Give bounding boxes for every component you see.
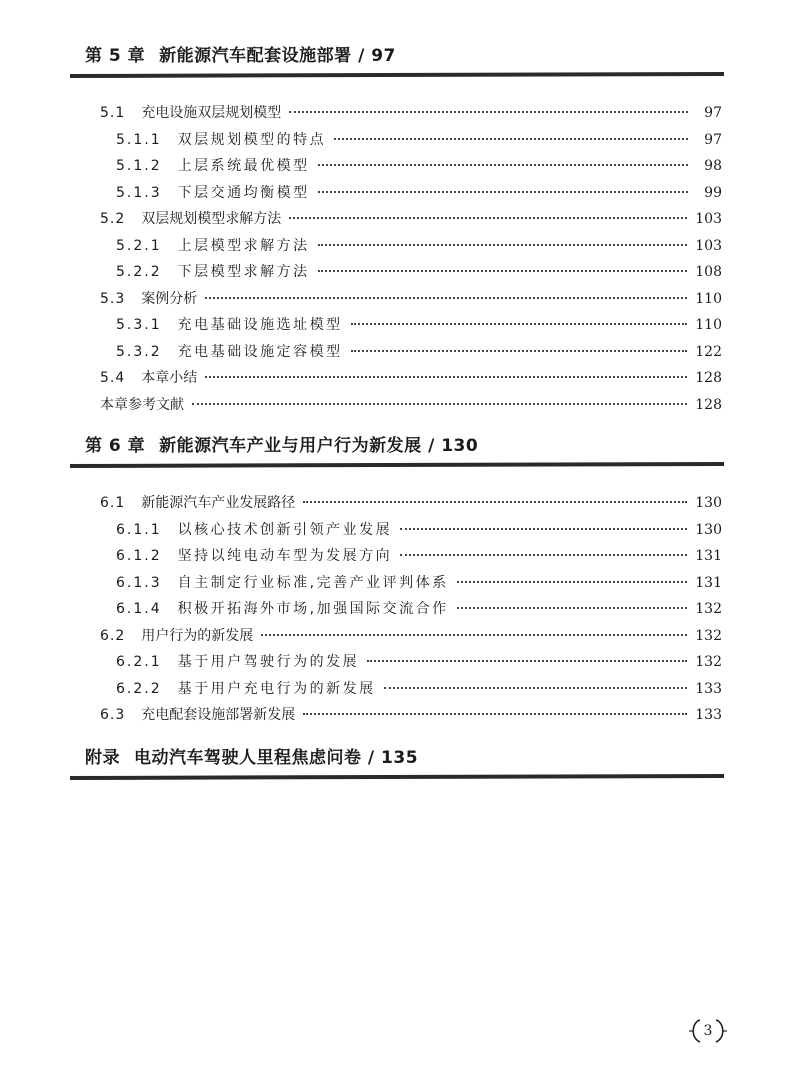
chapter-number: 第 6 章 (85, 436, 146, 456)
chapter-number: 第 5 章 (85, 46, 146, 66)
dot-leader (334, 138, 688, 140)
section-number: 5.2.2 (116, 264, 162, 280)
page-number: 130 (695, 521, 722, 538)
page-number: 103 (695, 237, 722, 254)
chapter-rule (70, 72, 722, 78)
dot-leader (400, 528, 687, 530)
section-title: 本章小结 (141, 370, 198, 386)
section-number: 6.1.1 (116, 521, 162, 538)
toc-entry[interactable] (82, 704, 722, 731)
chapter-title: 新能源汽车产业与用户行为新发展 / 130 (159, 436, 479, 456)
toc-entry[interactable] (82, 235, 722, 262)
dot-leader (205, 297, 687, 299)
page-number: 98 (704, 158, 722, 174)
chapter-rule (70, 774, 722, 780)
section-title: 基于用户充电行为的新发展 (177, 680, 376, 697)
page-number: 132 (695, 654, 722, 670)
page-folio-number: 3 (703, 1023, 713, 1039)
section-number: 6.2.2 (116, 680, 162, 697)
folio (688, 1016, 728, 1046)
toc-entry[interactable] (82, 678, 722, 705)
chapter-heading (82, 434, 722, 458)
dot-leader (318, 270, 688, 272)
toc-entry[interactable] (82, 208, 722, 235)
dot-leader (318, 164, 688, 166)
section-number: 5.3.2 (116, 343, 162, 360)
chapter-title: 电动汽车驾驶人里程焦虑问卷 / 135 (134, 748, 419, 768)
chapter-rule (70, 462, 722, 468)
toc-entry[interactable] (82, 545, 722, 572)
section-number: 6.1.3 (116, 574, 162, 591)
dot-leader (303, 501, 687, 503)
section-number: 5.1 (100, 105, 126, 121)
toc-entry[interactable] (82, 572, 722, 599)
chapter-title: 新能源汽车配套设施部署 / 97 (159, 46, 396, 66)
dot-leader (261, 634, 687, 636)
section-title: 双层规划模型的特点 (177, 131, 327, 148)
page-number: 110 (695, 317, 722, 333)
section-number: 6.1.4 (116, 601, 162, 617)
toc-entry[interactable] (82, 155, 722, 182)
toc-entry[interactable] (82, 341, 722, 368)
dot-leader (457, 607, 688, 609)
page-number: 131 (695, 548, 722, 564)
section-number: 5.2 (100, 211, 126, 227)
dot-leader (289, 111, 688, 113)
page-number: 132 (695, 627, 722, 644)
section-title: 新能源汽车产业发展路径 (141, 495, 296, 511)
dot-leader (289, 217, 687, 219)
toc-entry[interactable] (82, 367, 722, 394)
appendix (82, 746, 722, 780)
page-number: 132 (695, 601, 722, 617)
section-number: 5.1.2 (116, 158, 162, 174)
dot-leader (351, 323, 688, 325)
section-number: 6.3 (100, 707, 126, 723)
section-title: 积极开拓海外市场,加强国际交流合作 (177, 601, 449, 617)
toc-entry[interactable] (82, 492, 722, 519)
section-number: 6.2.1 (116, 654, 162, 670)
section-title: 用户行为的新发展 (141, 627, 254, 644)
section-title: 充电基础设施定容模型 (177, 343, 343, 360)
chapter-heading (82, 44, 722, 68)
section-title: 基于用户驾驶行为的发展 (177, 654, 360, 670)
page-number: 99 (704, 184, 722, 201)
dot-leader (303, 713, 687, 715)
dot-leader (351, 350, 688, 352)
toc-entry[interactable] (82, 625, 722, 652)
dot-leader (457, 581, 688, 583)
chapter-heading (82, 746, 722, 770)
page-number: 97 (704, 105, 722, 121)
section-title: 下层交通均衡模型 (177, 184, 310, 201)
page-number: 97 (704, 131, 722, 148)
section-title: 上层系统最优模型 (177, 158, 310, 174)
page-number: 122 (695, 343, 722, 360)
toc-entry[interactable] (82, 182, 722, 209)
toc-entry[interactable] (82, 394, 722, 421)
page-number: 133 (695, 680, 722, 697)
page-number: 110 (695, 290, 722, 307)
toc-entry[interactable] (82, 288, 722, 315)
page-number: 108 (695, 264, 722, 280)
dot-leader (192, 403, 687, 405)
section-title: 案例分析 (141, 290, 198, 307)
section-title: 下层模型求解方法 (177, 264, 310, 280)
dot-leader (384, 687, 688, 689)
page-number: 130 (695, 495, 722, 511)
dot-leader (318, 244, 688, 246)
section-number: 6.1 (100, 495, 126, 511)
chapter-6 (82, 434, 722, 731)
dot-leader (400, 554, 687, 556)
section-number: 5.3.1 (116, 317, 162, 333)
section-title: 充电基础设施选址模型 (177, 317, 343, 333)
dot-leader (318, 191, 688, 193)
toc-entry[interactable] (82, 261, 722, 288)
section-number: 5.1.3 (116, 184, 162, 201)
section-number: 5.2.1 (116, 237, 162, 254)
page-number: 128 (695, 396, 722, 413)
section-title: 充电设施双层规划模型 (141, 105, 282, 121)
section-title: 本章参考文献 (100, 396, 184, 413)
section-title: 上层模型求解方法 (177, 237, 310, 254)
dot-leader (205, 376, 687, 378)
page-number: 133 (695, 707, 722, 723)
toc-list (82, 492, 722, 731)
section-number: 5.4 (100, 370, 126, 386)
section-title: 自主制定行业标准,完善产业评判体系 (177, 574, 449, 591)
dot-leader (367, 660, 687, 662)
toc-entry[interactable] (82, 129, 722, 156)
toc-entry[interactable] (82, 598, 722, 625)
section-title: 以核心技术创新引领产业发展 (177, 521, 393, 538)
toc-list (82, 102, 722, 420)
section-number: 6.1.2 (116, 548, 162, 564)
section-number: 5.1.1 (116, 131, 162, 148)
page-number: 131 (695, 574, 722, 591)
toc-entry[interactable] (82, 314, 722, 341)
page-number: 103 (695, 211, 722, 227)
toc-entry[interactable] (82, 651, 722, 678)
section-number: 6.2 (100, 627, 126, 644)
section-number: 5.3 (100, 290, 126, 307)
section-title: 坚持以纯电动车型为发展方向 (177, 548, 393, 564)
section-title: 双层规划模型求解方法 (141, 211, 282, 227)
toc-entry[interactable] (82, 102, 722, 129)
chapter-5 (82, 44, 722, 420)
page-number: 128 (695, 370, 722, 386)
toc-entry[interactable] (82, 519, 722, 546)
chapter-number: 附录 (85, 748, 120, 768)
section-title: 充电配套设施部署新发展 (141, 707, 296, 723)
